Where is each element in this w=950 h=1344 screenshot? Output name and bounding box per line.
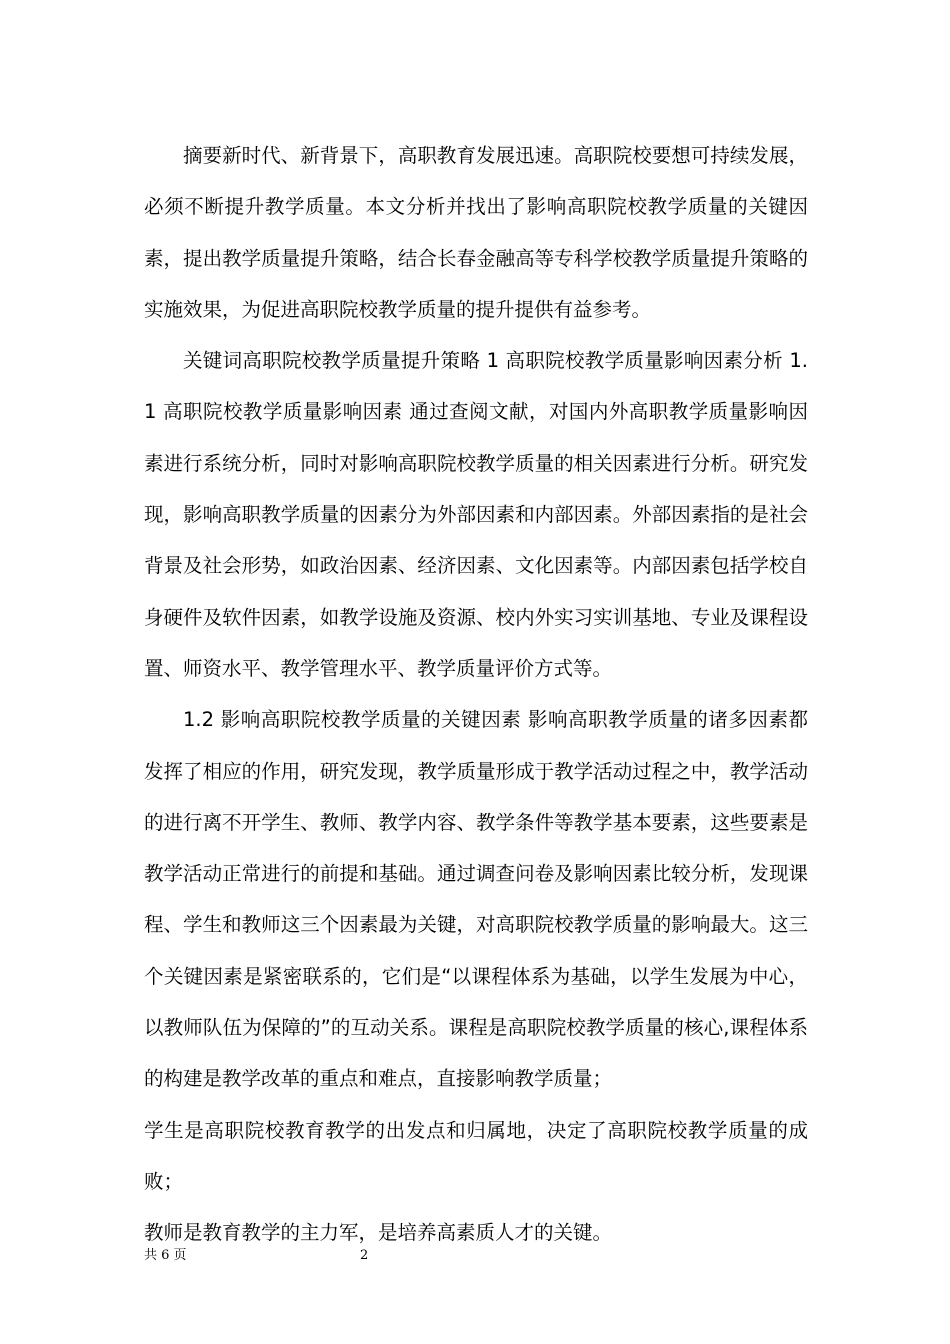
keywords-paragraph: 关键词高职院校教学质量提升策略 1 高职院校教学质量影响因素分析 1.1 高职院校教学质量影响因素 通过查阅文献，对国内外高职教学质量影响因素进行系统分析，同时对影响高职院校教学质量的相关因素进行分析。研究发现，影响高职教学质量的因素分为外部因素和内部因素。外部因素指的是社会背景及社会形势，如政治因素、经济因素、文化因素等。内部因素包括学校自身硬件及软件因素，如教学设施及资源、校内外实习实训基地、专业及课程设置、师资水平、教学管理水平、教学质量评价方式等。	[144, 349, 808, 680]
teachers-paragraph: 教师是教育教学的主力军，是培养高素质人才的关键。	[144, 1221, 613, 1245]
footer-page-number: 2	[360, 1248, 369, 1263]
document-body	[144, 130, 808, 1259]
footer-total-pages: 共 6 页	[144, 1248, 187, 1263]
students-paragraph: 学生是高职院校教育教学的出发点和归属地，决定了高职院校教学质量的成败；	[144, 1118, 808, 1193]
section-1-2-paragraph: 1.2 影响高职院校教学质量的关键因素 影响高职教学质量的诸多因素都发挥了相应的作用，研究发现，教学质量形成于教学活动过程之中，教学活动的进行离不开学生、教师、教学内容、教学条件等教学基本要素，这些要素是教学活动正常进行的前提和基础。通过调查问卷及影响因素比较分析，发现课程、学生和教师这三个因素最为关键，对高职院校教学质量的影响最大。这三个关键因素是紧密联系的，它们是“以课程体系为基础，以学生发展为中心，以教师队伍为保障的”的互动关系。课程是高职院校教学质量的核心,课程体系的构建是教学改革的重点和难点，直接影响教学质量；	[144, 708, 808, 1091]
abstract-paragraph: 摘要新时代、新背景下，高职教育发展迅速。高职院校要想可持续发展，必须不断提升教学质量。本文分析并找出了影响高职院校教学质量的关键因素，提出教学质量提升策略，结合长春金融高等专科学校教学质量提升策略的实施效果，为促进高职院校教学质量的提升提供有益参考。	[144, 144, 808, 321]
